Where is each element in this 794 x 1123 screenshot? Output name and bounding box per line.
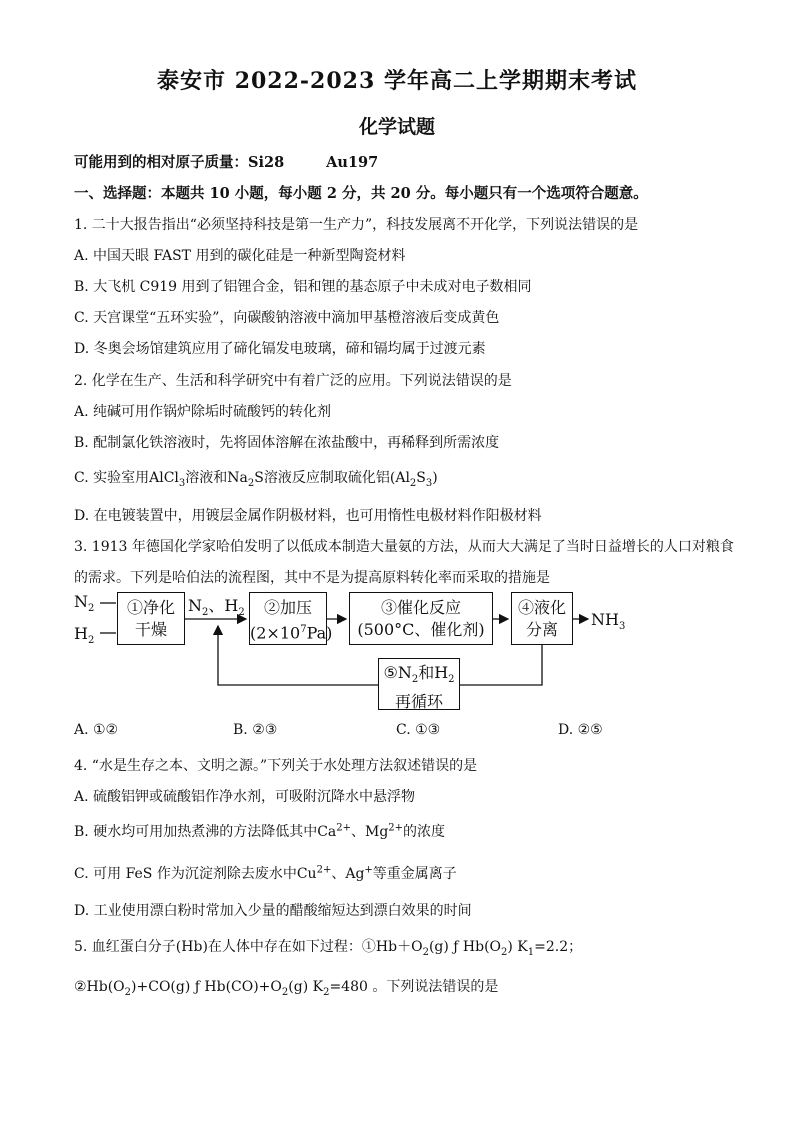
q2-c-text: ) — [432, 470, 438, 486]
step-purify-dry-box — [117, 592, 185, 645]
step2-line2: $(2\times 10^7Pa)$ — [250, 623, 333, 643]
step-recycle-box — [378, 658, 460, 710]
h2-label: $H_2$ — [74, 624, 95, 647]
step-catalytic-reaction-box — [349, 592, 493, 645]
q2-c-text: 溶液反应制取硫化铝( — [263, 470, 396, 486]
step3-line1: ③催化反应 — [380, 598, 461, 617]
q2-c-al: Al — [395, 470, 410, 486]
q5-stem-line2: $②Hb(O_2)+CO(g)$ ƒ $Hb(CO)+O_2(g)$ $K_2=480$ 。下列说法错误的是 — [74, 979, 499, 998]
q3-option-a: A. ①② — [74, 722, 119, 738]
step1-line2: 干燥 — [134, 620, 167, 639]
step4-line2: 分离 — [525, 620, 558, 639]
q2-option-c — [74, 467, 438, 489]
n2-label: $N_2$ — [74, 592, 95, 615]
nh3-label: $NH_3$ — [591, 610, 626, 633]
q2-c-alcl: AlCl — [149, 470, 179, 486]
q4-option-d: D. 工业使用漂白粉时常加入少量的醋酸缩短达到漂白效果的时间 — [74, 903, 472, 919]
q4-option-b: B. 硬水均可用加热煮沸的方法降低其中$Ca^{2+}$、$Mg^{2+}$的浓度 — [74, 822, 446, 840]
section-heading: 一、选择题：本题共 10 小题，每小题 2 分，共 20 分。每小题只有一个选项符合题意。 — [74, 185, 648, 202]
q2-c-sub: 2 — [247, 477, 255, 489]
q2-stem: 2. 化学在生产、生活和科学研究中有着广泛的应用。下列说法错误的是 — [74, 373, 512, 389]
atomic-mass-label: 可能用到的相对原子质量： — [74, 154, 248, 171]
q2-c-s: S — [416, 470, 426, 486]
q5-stem-line1: 5. 血红蛋白分子(Hb)在人体中存在如下过程：$①Hb+O_2(g)$ ƒ $Hb(O_2)$ $K_1=2.2$； — [74, 939, 583, 958]
q2-c-text: 溶液和 — [185, 470, 228, 486]
q1-stem: 1. 二十大报告指出“必须坚持科技是第一生产力”，科技发展离不开化学，下列说法错误的是 — [74, 217, 639, 233]
step-pressurize-box — [249, 592, 333, 645]
step3-line2: (500°C、催化剂) — [357, 620, 485, 639]
q2-option-b: B. 配制氯化铁溶液时，先将固体溶解在浓盐酸中，再稀释到所需浓度 — [74, 435, 500, 451]
q2-c-sub: 3 — [425, 477, 433, 489]
q4-option-a: A. 硫酸铝钾或硫酸铝作净水剂，可吸附沉降水中悬浮物 — [74, 789, 416, 805]
page-subtitle: 化学试题 — [358, 116, 435, 138]
atomic-mass-si: Si28 — [248, 154, 285, 171]
q4-stem: 4. “水是生存之本、文明之源。”下列关于水处理方法叙述错误的是 — [74, 758, 478, 774]
step1-line1: ①净化 — [126, 598, 175, 617]
q2-option-a: A. 纯碱可用作锅炉除垢时硫酸钙的转化剂 — [74, 404, 332, 420]
atomic-mass-au: Au197 — [326, 154, 379, 171]
q2-c-na: Na — [227, 470, 248, 486]
n2-h2-arrow-label: $N_2$、$H_2$ — [188, 596, 245, 619]
page-title: 泰安市 2022-2023 学年高二上学期期末考试 — [157, 68, 637, 94]
step5-line2: 再循环 — [394, 692, 443, 712]
atomic-mass-line — [74, 151, 378, 172]
step-liquefy-separate-box — [511, 592, 573, 645]
q3-stem-line2: 的需求。下列是哈伯法的流程图，其中不是为提高原料转化率而采取的措施是 — [74, 570, 550, 586]
q2-c-sub: 3 — [178, 477, 186, 489]
q1-option-d: D. 冬奥会场馆建筑应用了碲化镉发电玻璃，碲和镉均属于过渡元素 — [74, 341, 486, 357]
step2-line1: ②加压 — [263, 598, 312, 617]
step4-line1: ④液化 — [517, 598, 566, 617]
haber-flow-diagram — [70, 588, 720, 718]
q3-stem-line1: 3. 1913 年德国化学家哈伯发明了以低成本制造大量氨的方法，从而大大满足了当时日益增长的人口对粮食 — [74, 539, 734, 555]
q3-option-c: C. ①③ — [396, 722, 441, 738]
q2-option-d: D. 在电镀装置中，用镀层金属作阴极材料，也可用惰性电极材料作阳极材料 — [74, 508, 542, 524]
q3-option-b: B. ②③ — [233, 722, 278, 738]
q1-option-a: A. 中国天眼 FAST 用到的碳化硅是一种新型陶瓷材料 — [74, 248, 406, 264]
step5-line1: $⑤N_2$和$H_2$ — [383, 663, 455, 686]
q3-option-d: D. ②⑤ — [558, 722, 603, 738]
q4-option-c: C. 可用 FeS 作为沉淀剂除去废水中$Cu^{2+}$、Ag+等重金属离子 — [74, 864, 457, 882]
q2-c-text: C. 实验室用 — [74, 470, 150, 486]
q2-c-s: S — [254, 470, 264, 486]
q1-option-b: B. 大飞机 C919 用到了铝锂合金，铝和锂的基态原子中未成对电子数相同 — [74, 279, 532, 295]
q2-c-sub: 2 — [409, 477, 417, 489]
q1-option-c: C. 天宫课堂“五环实验”，向碳酸钠溶液中滴加甲基橙溶液后变成黄色 — [74, 310, 500, 326]
